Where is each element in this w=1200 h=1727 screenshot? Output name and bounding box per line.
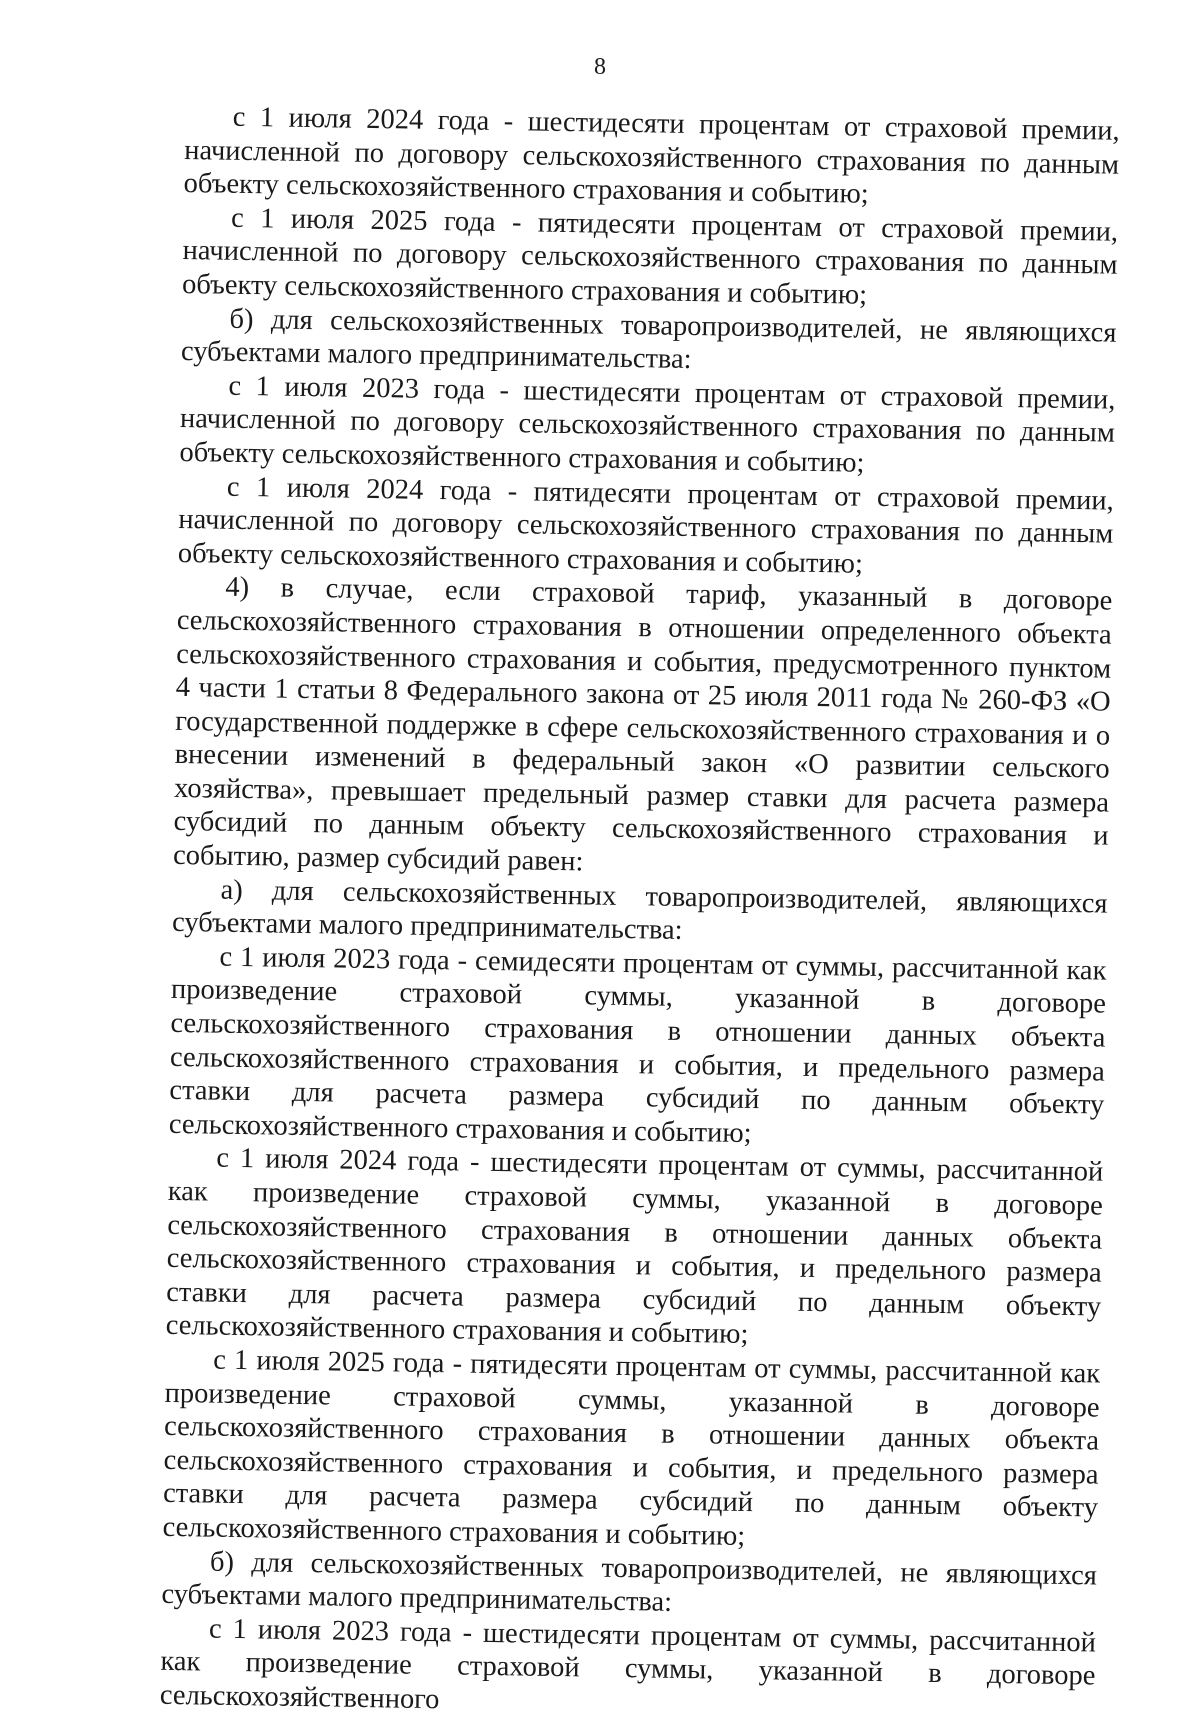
paragraph-a-small-business: а) для сельскохозяйственных товаропроизводителей, являющихся субъектами малого предпринимательства: (171, 874, 1108, 947)
paragraph-b-non-small-business-2: б) для сельскохозяйственных товаропроизводителей, не являющихся субъектами малого предпринимательства: (161, 1546, 1098, 1618)
paragraph-2025-premium-50: с 1 июля 2025 года - пятидесяти процентам от страховой премии, начисленной по договору сельскохозяйственного страхования по данным объекту сельскохозяйственного страхования и событию; (181, 202, 1119, 311)
document-body (160, 100, 1120, 1727)
paragraph-item-4-tariff-exceeds: 4) в случае, если страховой тариф, указанный в договоре сельскохозяйственного страхования в отношении определенного объекта сельскохозяйственного страхования и события, предусмотренного пунктом 4 части 1 статьи 8 Федерального закона от 25 июля 2011 года № 260-ФЗ «О государственной поддержке в сфере сельскохозяйственного страхования и о внесении изменений в федеральный закон «О развитии сельского хозяйства», превышает предельный размер ставки для расчета размера субсидий по данным объекту сельскохозяйственного страхования и событию, размер субсидий равен: (172, 572, 1113, 878)
paragraph-b-non-small-business: б) для сельскохозяйственных товаропроизводителей, не являющихся субъектами малого предпринимательства: (180, 303, 1117, 376)
paragraph-2023-sum-70: с 1 июля 2023 года - семидесяти процентам от суммы, рассчитанной как произведение страховой суммы, указанной в договоре сельскохозяйственного страхования в отношении данных объекта сельскохозяйственного страхования и события, и предельного размера ставки для расчета размера субсидий по данным объекту сельскохозяйственного страхования и событию; (168, 941, 1107, 1149)
paragraph-2024-premium-60: с 1 июля 2024 года - шестидесяти процентам от страховой премии, начисленной по договору сельскохозяйственного страхования по данным объекту сельскохозяйственного страхования и событию; (183, 101, 1120, 210)
paragraph-2023-premium-60: с 1 июля 2023 года - шестидесяти процентам от страховой премии, начисленной по договору сельскохозяйственного страхования по данным объекту сельскохозяйственного страхования и событию; (179, 370, 1116, 479)
paragraph-2025-sum-50: с 1 июля 2025 года - пятидесяти процентам от суммы, рассчитанной как произведение страховой суммы, указанной в договоре сельскохозяйственного страхования в отношении данных объекта сельскохозяйственного страхования и события, и предельного размера ставки для расчета размера субсидий по данным объекту сельскохозяйственного страхования и событию; (162, 1344, 1101, 1552)
paragraph-2024-premium-50: с 1 июля 2024 года - пятидесяти процентам от страховой премии, начисленной по договору сельскохозяйственного страхования по данным объекту сельскохозяйственного страхования и событию; (177, 471, 1115, 580)
paragraph-2023-sum-60: с 1 июля 2023 года - шестидесяти процентам от суммы, рассчитанной как произведение страховой суммы, указанной в договоре сельскохозяйственного (159, 1613, 1097, 1716)
page-number: 8 (594, 54, 606, 80)
paragraph-2024-sum-60: с 1 июля 2024 года - шестидесяти процентам от суммы, рассчитанной как произведение страховой суммы, указанной в договоре сельскохозяйственного страхования в отношении данных объекта сельскохозяйственного страхования и события, и предельного размера ставки для расчета размера субсидий по данным объекту сельскохозяйственного страхования и событию; (165, 1143, 1104, 1351)
